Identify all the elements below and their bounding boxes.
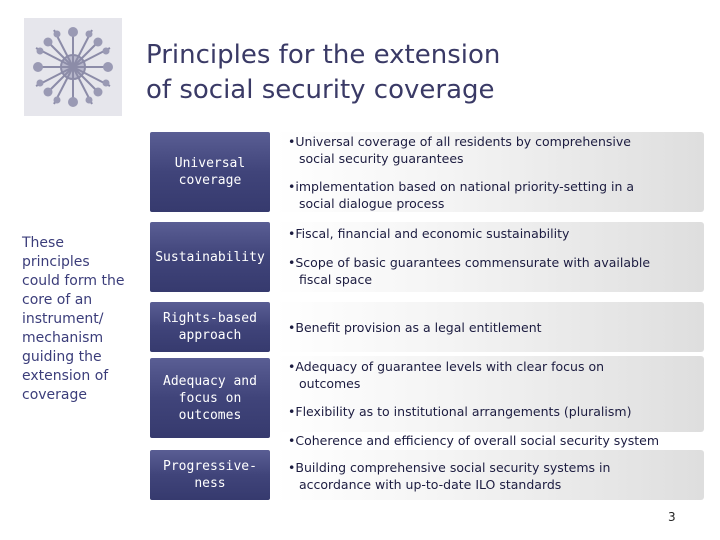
bullet-item: •implementation based on national priority-setting in a social dialogue process (288, 179, 635, 211)
side-note-line: principles (22, 254, 90, 270)
page-number: 3 (668, 510, 676, 524)
title-line-2: of social security coverage (146, 75, 495, 105)
principle-label: approach (178, 328, 242, 343)
side-note-line: instrument/ (22, 311, 104, 327)
principle-sustainability (150, 222, 270, 292)
side-note-line: These (22, 235, 64, 251)
principle-label: Sustainability (155, 249, 265, 265)
side-note-line: mechanism (22, 330, 104, 346)
principle-label: Progressive- (163, 459, 257, 474)
side-note (22, 234, 142, 405)
page-title (146, 38, 666, 108)
bullet-item: •Fiscal, financial and economic sustainability (288, 226, 570, 241)
principle-label: outcomes (178, 407, 242, 423)
principle-label: ness (194, 476, 226, 491)
principle-label: focus on (178, 390, 242, 406)
side-note-line: extension of (22, 368, 109, 384)
principle-progressiveness (150, 450, 270, 500)
side-note-line: coverage (22, 387, 87, 403)
title-line-1: Principles for the extension (146, 40, 501, 70)
bullet-item: •Adequacy of guarantee levels with clear focus on outcomes (288, 359, 605, 391)
side-note-line: core of an (22, 292, 93, 308)
principle-adequacy (150, 358, 270, 438)
principle-label: Adequacy and (163, 373, 257, 389)
principle-universal-coverage (150, 132, 270, 212)
bullet-item: •Coherence and efficiency of overall social security system (288, 433, 660, 448)
principle-label: coverage (178, 173, 242, 188)
ilo-logo-icon (24, 18, 122, 116)
bullet-item: •Building comprehensive social security systems in accordance with up-to-date ILO standards (288, 460, 611, 492)
bullet-item: •Scope of basic guarantees commensurate with available fiscal space (288, 255, 651, 287)
side-note-line: could form the (22, 273, 125, 289)
bullet-item: •Benefit provision as a legal entitlement (288, 320, 542, 335)
principle-rights-based-approach (150, 302, 270, 352)
principle-label: Universal (174, 156, 246, 171)
bullet-item: •Universal coverage of all residents by comprehensive social security guarantees (288, 134, 631, 166)
principle-label: Rights-based (163, 311, 257, 326)
bullet-item: •Flexibility as to institutional arrangements (pluralism) (288, 404, 632, 419)
side-note-line: guiding the (22, 349, 102, 365)
